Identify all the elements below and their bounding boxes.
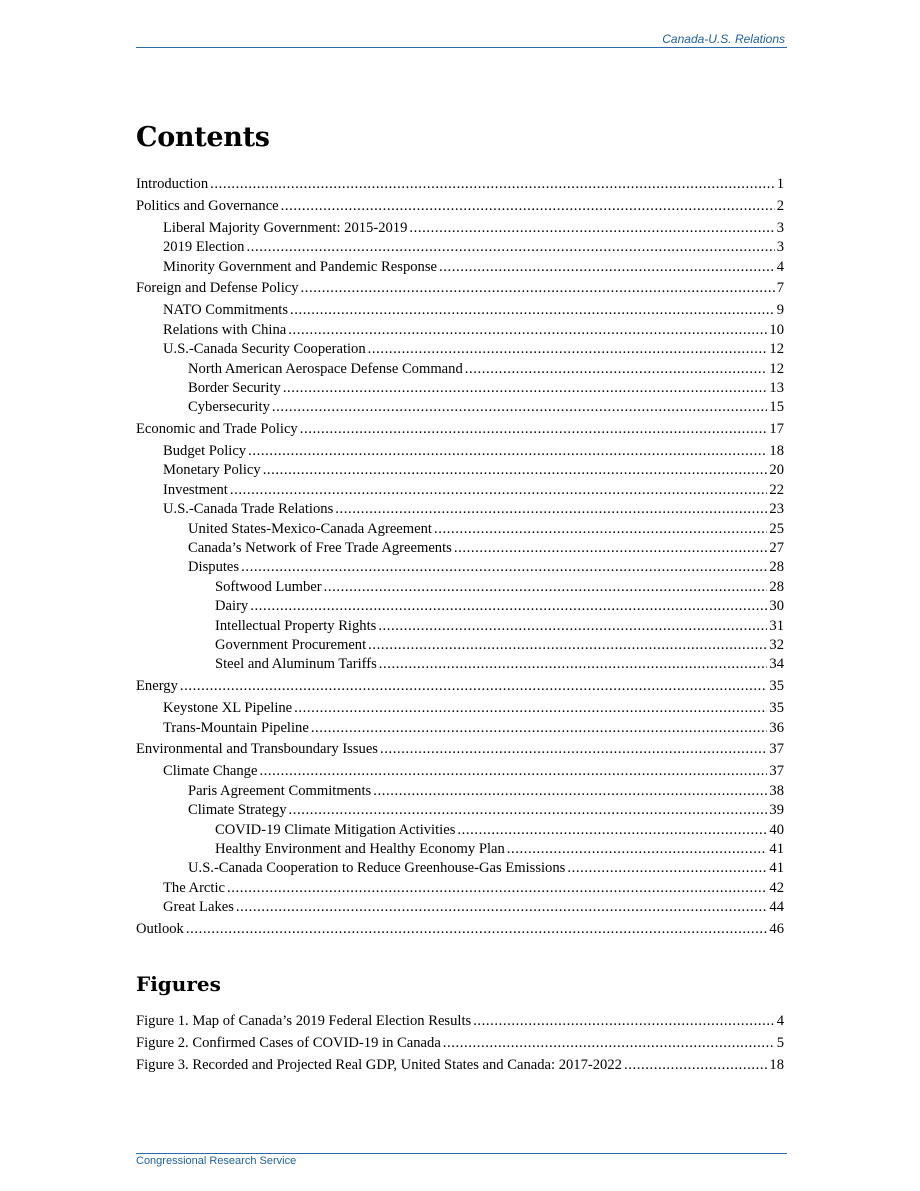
toc-entry-page: 36 <box>769 719 784 736</box>
toc-entry-title: Budget Policy <box>163 443 247 460</box>
dot-leader <box>210 175 775 194</box>
toc-entry-page: 35 <box>769 700 784 717</box>
dot-leader <box>507 840 768 859</box>
dot-leader <box>373 782 767 801</box>
toc-entry-title: Great Lakes <box>163 899 234 916</box>
dot-leader <box>248 442 767 461</box>
dot-leader <box>454 539 768 558</box>
dot-leader <box>294 699 767 718</box>
toc-entry[interactable] <box>136 636 784 655</box>
toc-entry[interactable] <box>136 481 784 500</box>
toc-entry[interactable] <box>136 539 784 558</box>
running-header-title: Canada-U.S. Relations <box>662 32 785 46</box>
toc-entry-title: United States-Mexico-Canada Agreement <box>188 520 432 537</box>
figures-heading: Figures <box>136 972 221 996</box>
toc-entry-title: Economic and Trade Policy <box>136 421 298 438</box>
toc-entry[interactable] <box>136 442 784 461</box>
toc-entry-page: 41 <box>769 860 784 877</box>
toc-entry-page: 23 <box>769 501 784 518</box>
toc-entry-title: Disputes <box>188 559 240 576</box>
toc-entry-page: 22 <box>769 481 784 498</box>
toc-entry[interactable] <box>136 920 784 939</box>
toc-entry-page: 34 <box>769 656 784 673</box>
toc-entry-page: 4 <box>776 258 784 275</box>
toc-entry-page: 25 <box>769 520 784 537</box>
figure-entry-title: Figure 1. Map of Canada’s 2019 Federal Election Results <box>136 1013 472 1029</box>
toc-entry[interactable] <box>136 879 784 898</box>
toc-entry-title: Softwood Lumber <box>215 578 322 595</box>
toc-entry[interactable] <box>136 821 784 840</box>
toc-entry-page: 27 <box>769 540 784 557</box>
contents-heading: Contents <box>136 122 270 153</box>
toc-entry-page: 39 <box>769 802 784 819</box>
toc-entry-page: 41 <box>769 840 784 857</box>
dot-leader <box>290 301 775 320</box>
dot-leader <box>335 500 767 519</box>
toc-entry[interactable] <box>136 219 784 238</box>
toc-entry[interactable] <box>136 859 784 878</box>
toc-entry-page: 28 <box>769 559 784 576</box>
toc-entry-page: 38 <box>769 782 784 799</box>
dot-leader <box>443 1032 775 1054</box>
dot-leader <box>241 558 767 577</box>
dot-leader <box>439 258 775 277</box>
toc-entry-title: U.S.-Canada Cooperation to Reduce Greenhouse-Gas Emissions <box>188 860 566 877</box>
toc-entry-page: 35 <box>769 678 784 695</box>
toc-entry-page: 9 <box>776 302 784 319</box>
toc-entry[interactable] <box>136 175 784 194</box>
toc-entry-title: Foreign and Defense Policy <box>136 280 299 297</box>
toc-entry[interactable] <box>136 801 784 820</box>
toc-entry[interactable] <box>136 420 784 439</box>
header-rule <box>136 47 787 48</box>
dot-leader <box>567 859 767 878</box>
toc-entry-title: Climate Strategy <box>188 802 287 819</box>
toc-entry[interactable] <box>136 398 784 417</box>
dot-leader <box>380 740 767 759</box>
toc-entry-title: Energy <box>136 678 178 695</box>
dot-leader <box>230 481 768 500</box>
dot-leader <box>300 420 768 439</box>
toc-entry-title: 2019 Election <box>163 239 245 256</box>
toc-entry[interactable] <box>136 677 784 696</box>
toc-entry-page: 12 <box>769 360 784 377</box>
toc-entry-title: Keystone XL Pipeline <box>163 700 293 717</box>
list-of-figures <box>136 1010 784 1076</box>
toc-entry-title: Monetary Policy <box>163 462 261 479</box>
dot-leader <box>281 197 775 216</box>
dot-leader <box>301 279 775 298</box>
toc-entry-page: 44 <box>769 899 784 916</box>
toc-entry-page: 31 <box>769 617 784 634</box>
footer-rule <box>136 1153 787 1154</box>
figure-entry[interactable] <box>136 1010 784 1032</box>
toc-entry-page: 42 <box>769 879 784 896</box>
toc-entry[interactable] <box>136 301 784 320</box>
toc-entry-title: Intellectual Property Rights <box>215 617 377 634</box>
toc-entry-title: Investment <box>163 481 228 498</box>
toc-entry-title: The Arctic <box>163 879 225 896</box>
toc-entry-page: 3 <box>776 219 784 236</box>
dot-leader <box>378 617 767 636</box>
toc-entry-page: 37 <box>769 763 784 780</box>
toc-entry-title: Canada’s Network of Free Trade Agreements <box>188 540 452 557</box>
dot-leader <box>624 1054 767 1076</box>
toc-entry-title: Healthy Environment and Healthy Economy Plan <box>215 840 505 857</box>
toc-entry[interactable] <box>136 719 784 738</box>
dot-leader <box>473 1010 775 1032</box>
footer-text: Congressional Research Service <box>136 1155 297 1167</box>
dot-leader <box>180 677 768 696</box>
dot-leader <box>263 461 768 480</box>
toc-entry[interactable] <box>136 762 784 781</box>
figure-entry-page: 5 <box>776 1035 784 1051</box>
dot-leader <box>434 520 767 539</box>
toc-entry-page: 32 <box>769 636 784 653</box>
toc-entry[interactable] <box>136 699 784 718</box>
toc-entry[interactable] <box>136 578 784 597</box>
dot-leader <box>259 762 767 781</box>
toc-entry-page: 2 <box>776 197 784 214</box>
toc-entry[interactable] <box>136 520 784 539</box>
toc-entry[interactable] <box>136 340 784 359</box>
toc-entry[interactable] <box>136 782 784 801</box>
dot-leader <box>272 398 768 417</box>
figure-entry-title: Figure 3. Recorded and Projected Real GDP, United States and Canada: 2017-2022 <box>136 1057 622 1073</box>
toc-entry-page: 20 <box>769 462 784 479</box>
dot-leader <box>465 360 768 379</box>
toc-entry[interactable] <box>136 840 784 859</box>
toc-entry-page: 30 <box>769 598 784 615</box>
toc-entry[interactable] <box>136 500 784 519</box>
toc-entry[interactable] <box>136 279 784 298</box>
toc-entry-title: NATO Commitments <box>163 302 289 319</box>
toc-entry[interactable] <box>136 197 784 216</box>
toc-entry[interactable] <box>136 617 784 636</box>
toc-entry-page: 12 <box>769 341 784 358</box>
figure-entry-page: 4 <box>776 1013 784 1029</box>
toc-entry[interactable] <box>136 655 784 674</box>
toc-entry-title: Steel and Aluminum Tariffs <box>215 656 377 673</box>
toc-entry-page: 7 <box>776 280 784 297</box>
toc-entry[interactable] <box>136 898 784 917</box>
figure-entry[interactable] <box>136 1032 784 1054</box>
toc-entry-title: Government Procurement <box>215 636 367 653</box>
toc-entry[interactable] <box>136 597 784 616</box>
toc-entry-title: Minority Government and Pandemic Response <box>163 258 437 275</box>
dot-leader <box>236 898 768 917</box>
toc-entry-page: 46 <box>769 920 784 937</box>
dot-leader <box>186 920 768 939</box>
dot-leader <box>283 379 768 398</box>
figure-entry[interactable] <box>136 1054 784 1076</box>
toc-entry[interactable] <box>136 379 784 398</box>
toc-entry-page: 37 <box>769 741 784 758</box>
toc-entry-title: COVID-19 Climate Mitigation Activities <box>215 821 456 838</box>
toc-entry-title: Introduction <box>136 176 209 192</box>
toc-entry-title: U.S.-Canada Trade Relations <box>163 501 334 518</box>
toc-entry[interactable] <box>136 740 784 759</box>
toc-entry-page: 13 <box>769 379 784 396</box>
dot-leader <box>227 879 767 898</box>
toc-entry-page: 18 <box>769 443 784 460</box>
toc-entry-title: Cybersecurity <box>188 399 270 416</box>
figure-entry-page: 18 <box>769 1057 784 1073</box>
dot-leader <box>324 578 768 597</box>
toc-entry[interactable] <box>136 258 784 277</box>
toc-entry-page: 28 <box>769 578 784 595</box>
dot-leader <box>368 636 767 655</box>
dot-leader <box>288 321 767 340</box>
toc-entry-page: 10 <box>769 321 784 338</box>
toc-entry-title: North American Aerospace Defense Command <box>188 360 463 377</box>
toc-entry-page: 3 <box>776 239 784 256</box>
dot-leader <box>250 597 767 616</box>
toc-entry-title: Border Security <box>188 379 281 396</box>
toc-entry-title: Politics and Governance <box>136 197 279 214</box>
dot-leader <box>368 340 768 359</box>
toc-entry[interactable] <box>136 360 784 379</box>
toc-entry-title: Paris Agreement Commitments <box>188 782 372 799</box>
toc-entry-title: Climate Change <box>163 763 258 780</box>
dot-leader <box>409 219 774 238</box>
toc-entry-title: Outlook <box>136 920 184 937</box>
toc-entry-title: Dairy <box>215 598 249 615</box>
toc-entry-page: 1 <box>776 176 784 192</box>
toc-entry-title: Trans-Mountain Pipeline <box>163 719 309 736</box>
toc-entry[interactable] <box>136 321 784 340</box>
toc-entry-title: Environmental and Transboundary Issues <box>136 741 378 758</box>
toc-entry-title: Liberal Majority Government: 2015-2019 <box>163 219 408 236</box>
toc-entry[interactable] <box>136 461 784 480</box>
toc-entry-title: U.S.-Canada Security Cooperation <box>163 341 366 358</box>
dot-leader <box>311 719 768 738</box>
table-of-contents <box>136 175 784 939</box>
dot-leader <box>289 801 768 820</box>
toc-entry-title: Relations with China <box>163 321 287 338</box>
toc-entry[interactable] <box>136 558 784 577</box>
toc-entry-page: 15 <box>769 399 784 416</box>
toc-entry-page: 40 <box>769 821 784 838</box>
figure-entry-title: Figure 2. Confirmed Cases of COVID-19 in Canada <box>136 1035 441 1051</box>
dot-leader <box>457 821 767 840</box>
dot-leader <box>246 238 774 257</box>
dot-leader <box>379 655 768 674</box>
toc-entry-page: 17 <box>769 421 784 438</box>
toc-entry[interactable] <box>136 238 784 257</box>
